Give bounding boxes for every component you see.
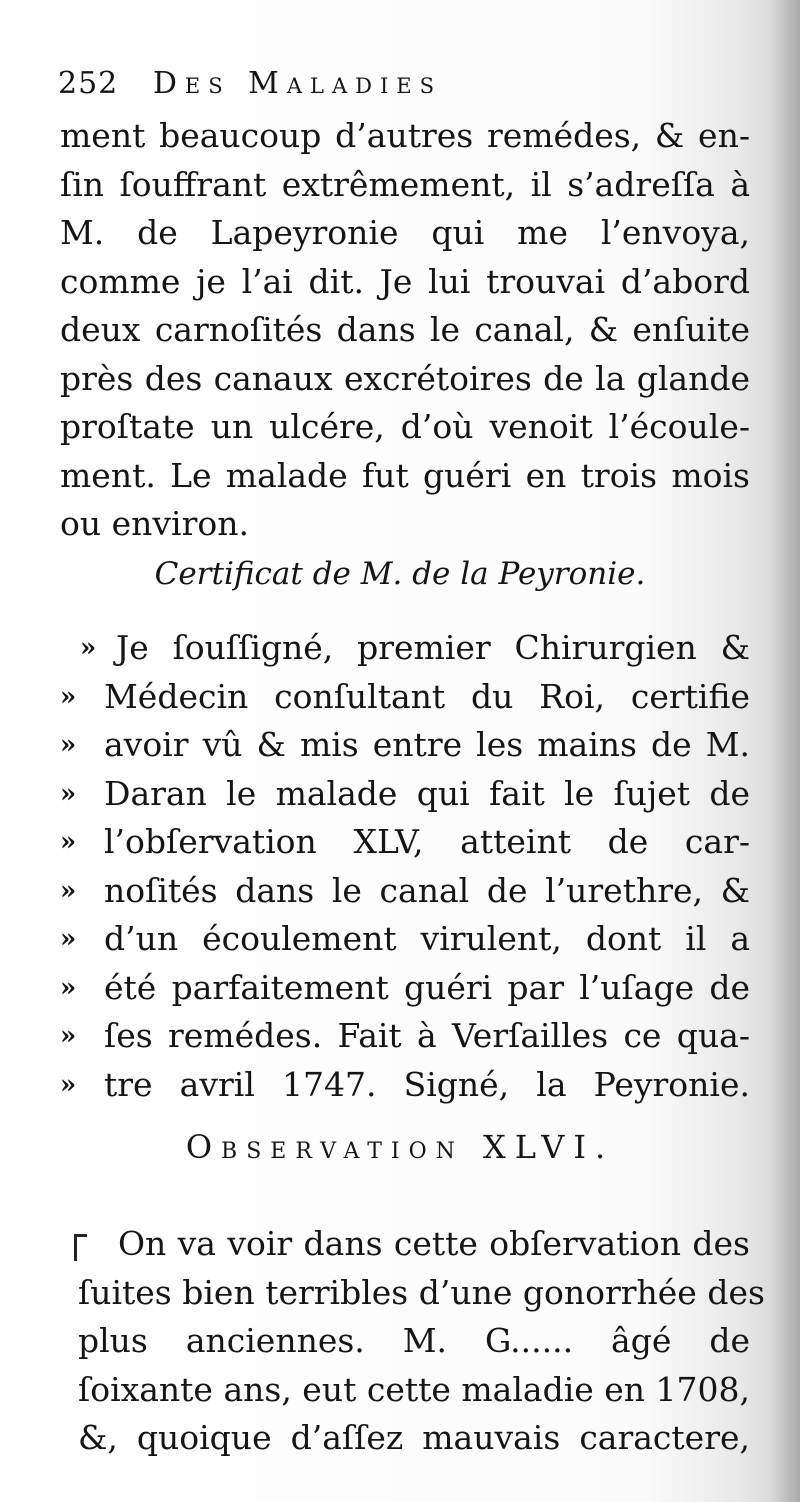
quote-mark: » (60, 827, 77, 857)
quote-text: Médecin conſultant du Roi, certifie (104, 676, 750, 716)
text-line: ſin ſouffrant extrêmement, il s’adreſſa à (60, 164, 750, 204)
quote-mark: » (80, 633, 97, 663)
quote-text: d’un écoulement virulent, dont il a (104, 919, 750, 958)
quote-line (60, 867, 750, 916)
quote-line (60, 1061, 750, 1110)
text-line: ou environ. (60, 504, 249, 543)
quote-mark: » (60, 730, 77, 760)
text-line: plus anciennes. M. G...... âgé de (78, 1321, 750, 1360)
quote-text: ſes remédes. Fait à Verſailles ce qua- (104, 1016, 750, 1055)
quote-line (60, 624, 750, 673)
text-line: proſtate un ulcére, d’où venoit l’écoule- (60, 407, 750, 446)
quote-line (60, 915, 750, 964)
quote-text: Daran le malade qui fait le ſujet de (104, 773, 750, 813)
text-line: près des canaux excrétoires de la glande (60, 358, 750, 398)
quote-mark: » (60, 1069, 77, 1100)
text-line: On va voir dans cette obſervation des (118, 1224, 750, 1263)
quote-mark: » (60, 1021, 77, 1051)
quote-mark: » (60, 972, 77, 1003)
observation-text (78, 1220, 765, 1463)
text-line: ment beaucoup d’autres remédes, & en- (60, 116, 750, 155)
paragraph-continuation (60, 112, 750, 549)
page-number: 252 (58, 66, 119, 101)
page-edge-shadow (770, 0, 800, 1502)
observation-title: Observation XLVI. (185, 1128, 615, 1166)
quote-line (60, 964, 750, 1013)
quote-text: l’obſervation XLV, atteint de car- (104, 822, 750, 861)
quote-mark: » (60, 681, 77, 712)
quote-line (60, 673, 750, 722)
quote-text: été parfaitement guéri par l’uſage de (104, 967, 750, 1007)
text-line: deux carnoſités dans le canal, & enſuite (60, 310, 750, 349)
text-line: M. de Lapeyronie qui me l’envoya, (60, 213, 750, 252)
text-line: &, quoique d’aſſez mauvais caractere, (78, 1418, 750, 1457)
quote-line (60, 1012, 750, 1061)
quote-mark: » (60, 924, 77, 954)
quote-mark: » (60, 875, 77, 906)
certificate-text (60, 624, 750, 1109)
page-header (58, 60, 658, 108)
quote-text: Je ſouſſigné, premier Chirurgien & (116, 628, 750, 667)
running-title: Des Maladies (152, 66, 442, 101)
quote-text: noſités dans le canal de l’urethre, & (104, 870, 750, 910)
text-line: comme je l’ai dit. Je lui trouvai d’abord (60, 261, 750, 301)
certificate-heading: Certificat de M. de la Peyronie. (154, 556, 646, 592)
text-line: ſoixante ans, eut cette maladie en 1708, (78, 1369, 751, 1409)
quote-line (60, 721, 750, 770)
quote-text: tre avril 1747. Signé, la Peyronie. (104, 1064, 750, 1104)
quote-mark: » (60, 778, 77, 809)
text-line: ment. Le malade fut guéri en trois mois (60, 455, 750, 495)
text-line: ſuites bien terribles d’une gonorrhée des (78, 1272, 765, 1312)
quote-line (60, 770, 750, 819)
quote-line (60, 818, 750, 867)
quote-text: avoir vû & mis entre les mains de M. (104, 725, 750, 764)
